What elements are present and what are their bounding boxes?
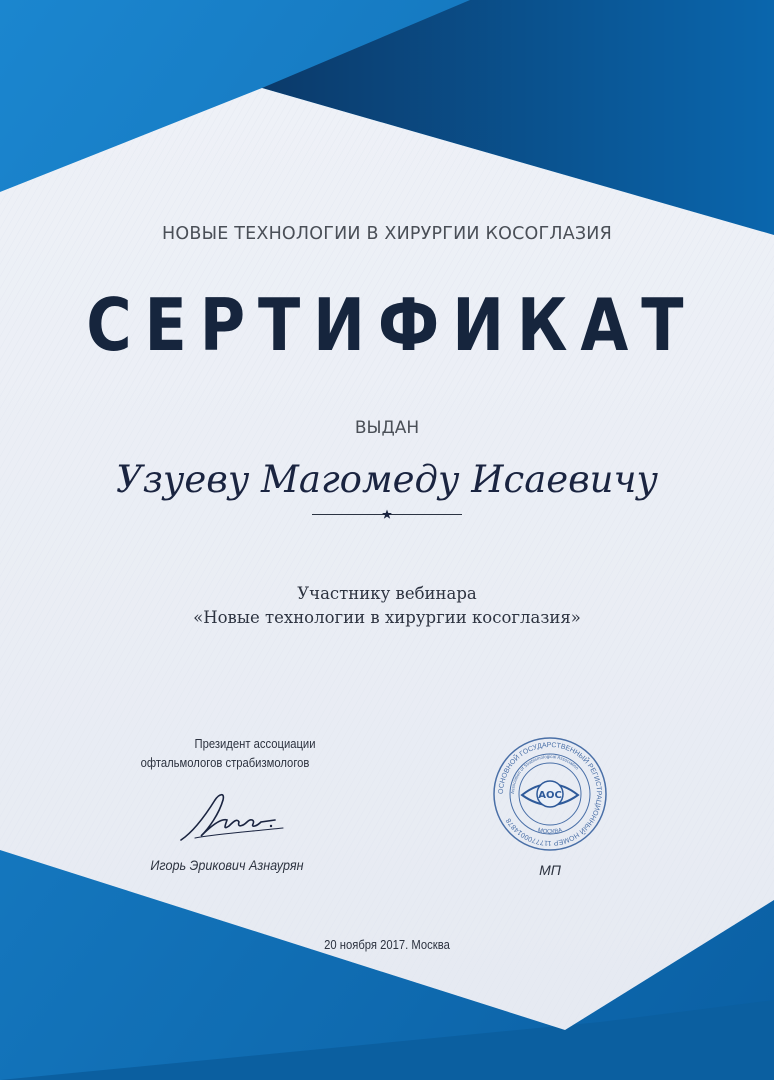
handwritten-signature (175, 788, 287, 846)
webinar-name: «Новые технологии в хирургии косоглазия» (193, 608, 581, 627)
issued-label: ВЫДАН (354, 418, 420, 438)
signatory-title-line-1: Президент ассоциации (194, 737, 316, 751)
svg-text:МОСКВА: МОСКВА (537, 827, 563, 836)
svg-text:ОСНОВНОЙ ГОСУДАРСТВЕННЫЙ РЕГИС: ОСНОВНОЙ ГОСУДАРСТВЕННЫЙ РЕГИСТРАЦИОННЫЙ НОМЕР 1177700014878 (497, 741, 603, 847)
eye-emblem-icon (522, 781, 578, 807)
stamp-label: МП (539, 862, 561, 878)
event-title: НОВЫЕ ТЕХНОЛОГИИ В ХИРУРГИИ КОСОГЛАЗИЯ (162, 224, 612, 244)
issue-date-place: 20 ноября 2017. Москва (324, 938, 450, 952)
signatory-title-line-2: офтальмологов страбизмологов (140, 756, 310, 770)
svg-text:АОС: АОС (538, 790, 562, 801)
ornament-divider (312, 508, 462, 520)
certificate-title: СЕРТИФИКАТ (86, 283, 697, 367)
organization-stamp (491, 735, 609, 853)
participant-line: Участнику вебинара (297, 584, 477, 603)
svg-text:Association of Strabismologica: Association of Strabismological Association (509, 753, 580, 795)
recipient-name: Узуеву Магомеду Исаевичу (116, 458, 658, 501)
signatory-name: Игорь Эрикович Азнаурян (150, 857, 304, 873)
